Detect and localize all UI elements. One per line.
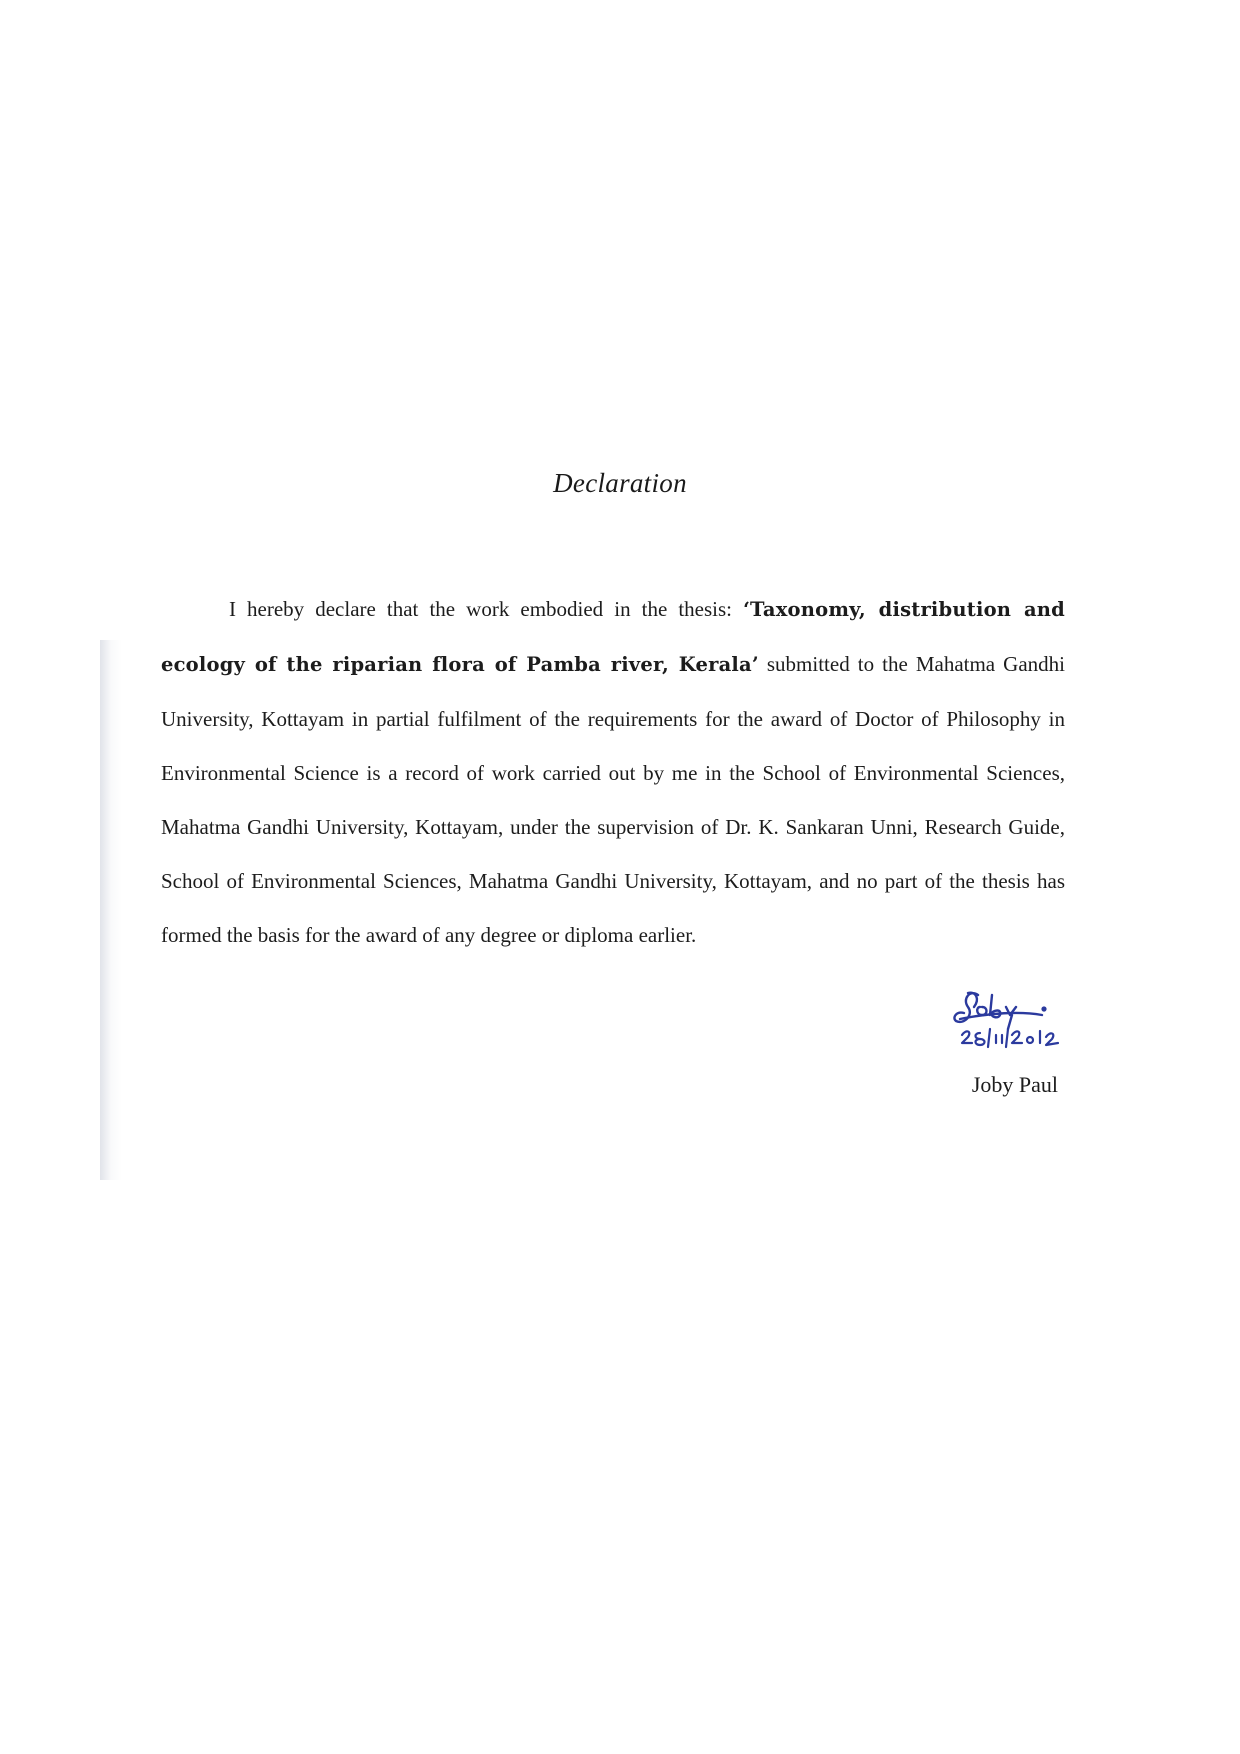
declaration-paragraph — [161, 582, 1065, 962]
signer-name: Joby Paul — [971, 1072, 1058, 1097]
page-title: Declaration — [553, 468, 687, 498]
handwritten-signature — [950, 985, 1090, 1055]
declaration-text-body: submitted to the Mahatma Gandhi University, Kottayam in partial fulfilment of the requirements for the award of Doctor of Philosophy in Environmental Science is a record of work carried out by me in the School of Environmental Sciences, Mahatma Gandhi University, Kottayam, under the supervision of Dr. K. Sankaran Unni, Research Guide, School of Environmental Sciences, Mahatma Gandhi University, Kottayam, and no part of the thesis has formed the basis for the award of any degree or diploma earlier. — [161, 652, 1065, 947]
scan-shadow-edge — [100, 640, 122, 1180]
declaration-text-intro: I hereby declare that the work embodied in the thesis: — [229, 597, 744, 621]
thesis-title: ‘Taxonomy, distribution and ecology of the riparian flora of Pamba river, Kerala’ — [161, 598, 1065, 676]
